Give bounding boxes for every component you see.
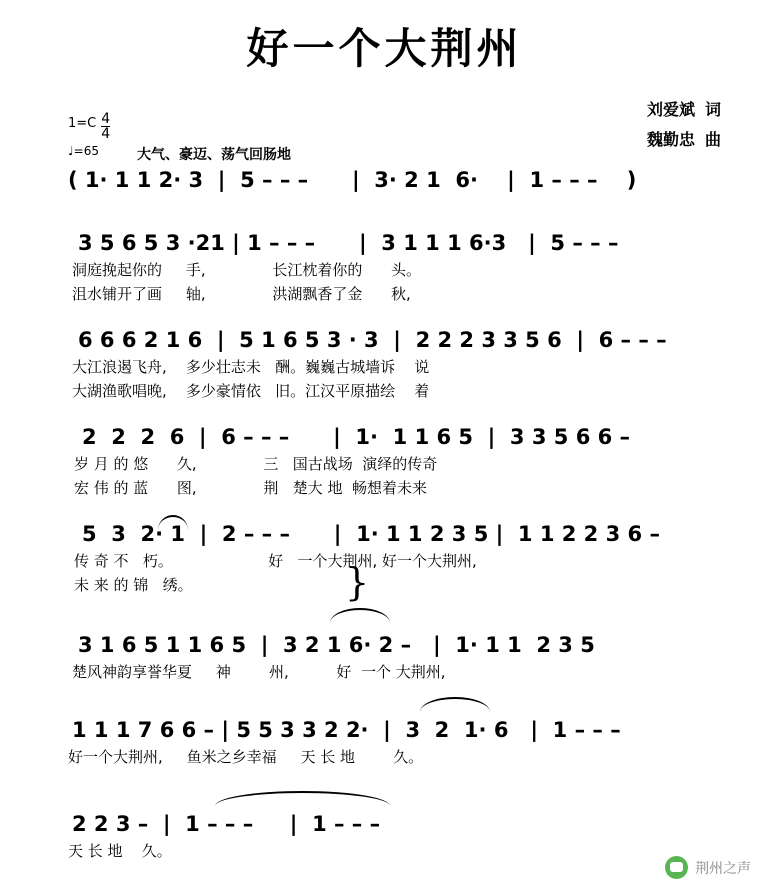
- system-intro: [0, 165, 769, 195]
- system-chorus-1: [0, 614, 769, 684]
- lyric-line-2: 大湖渔歌唱晚, 多少豪情依 旧。江汉平原描绘 着: [72, 382, 430, 400]
- watermark-badge: [665, 856, 751, 879]
- lyric-line-1: 大江浪遏飞舟, 多少壮志未 酬。巍巍古城墙诉 说: [72, 358, 430, 376]
- lyric-line-1: 岁 月 的 悠 久, 三 国古战场 演绎的传奇: [74, 455, 438, 473]
- slur-mark: [215, 791, 390, 806]
- lyricist-line: [647, 95, 721, 125]
- lyric-line-1: 好一个大荆州, 鱼米之乡幸福 天 长 地 久。: [68, 748, 424, 766]
- system-ending: [0, 795, 769, 863]
- notes-line: ( 1· 1 1 2· 3 | 5 – – – | 3· 2 1 6· | 1 – – – ): [68, 168, 637, 192]
- system-verse-3: [0, 422, 769, 500]
- slur-mark: [420, 697, 490, 712]
- watermark-text: 荆州之声: [695, 860, 751, 877]
- credits-block: [647, 95, 721, 154]
- lyric-line-2: 未 来 的 锦 绣。: [74, 576, 193, 594]
- notes-line: 2 2 2 6 | 6 – – – | 1· 1 1 6 5 | 3 3 5 6 6 –: [82, 425, 631, 449]
- lyric-line-1: 传 奇 不 朽。 好 一个大荆州, 好一个大荆州,: [74, 552, 477, 570]
- lyric-line-2: 沮水铺开了画 轴, 洪湖飘香了金 秋,: [72, 285, 411, 303]
- slur-mark: [158, 515, 188, 530]
- composer-name: 魏勤忠: [646, 129, 695, 149]
- page-title: 好一个大荆州: [246, 24, 523, 73]
- meter-denominator: 4: [101, 126, 111, 142]
- system-verse-1: [0, 228, 769, 306]
- expression-marking: 大气、豪迈、荡气回肠地: [137, 147, 291, 163]
- lyric-line-1: 天 长 地 久。: [68, 842, 172, 860]
- composer-line: [647, 125, 721, 155]
- notes-line: 3 5 6 5 3 ·21 | 1 – – – | 3 1 1 1 6·3 | 5 – – –: [78, 231, 619, 255]
- wechat-logo-icon: [665, 856, 688, 879]
- composer-role: 曲: [704, 129, 721, 149]
- notes-line: 3 1 6 5 1 1 6 5 | 3 2 1 6· 2 – | 1· 1 1 2 3 5: [78, 633, 595, 657]
- notes-line: 2 2 3 – | 1 – – – | 1 – – –: [72, 812, 381, 836]
- notes-line: 6 6 6 2 1 6 | 5 1 6 5 3 · 3 | 2 2 2 3 3 5 6 | 6 – – –: [78, 328, 667, 352]
- key-meter-block: [68, 112, 110, 159]
- notes-line: 5 3 2· 1 | 2 – – – | 1· 1 1 2 3 5 | 1 1 2 2 3 6 –: [82, 522, 660, 546]
- tempo-marking: ♩=65: [68, 144, 99, 158]
- system-verse-4: [0, 519, 769, 604]
- system-verse-2: [0, 325, 769, 403]
- meter-numerator: 4: [101, 111, 111, 127]
- repeat-brace: }: [345, 560, 370, 604]
- lyric-line-2: 宏 伟 的 蓝 图, 荆 楚大 地 畅想着未来: [74, 479, 428, 497]
- lyricist-role: 词: [704, 100, 721, 119]
- lyric-line-1: 洞庭挽起你的 手, 长江枕着你的 头。: [72, 261, 421, 279]
- slur-mark: [330, 608, 390, 623]
- lyricist-name: 刘爱斌: [646, 100, 695, 119]
- system-chorus-2: [0, 705, 769, 769]
- notes-line: 1 1 1 7 6 6 – | 5 5 3 3 2 2· | 3 2 1· 6 | 1 – – –: [72, 718, 621, 742]
- key-signature: 1=C: [68, 116, 97, 131]
- time-signature: [101, 112, 110, 141]
- lyric-line-1: 楚风神韵享誉华夏 神 州, 好 一个 大荆州,: [72, 663, 446, 681]
